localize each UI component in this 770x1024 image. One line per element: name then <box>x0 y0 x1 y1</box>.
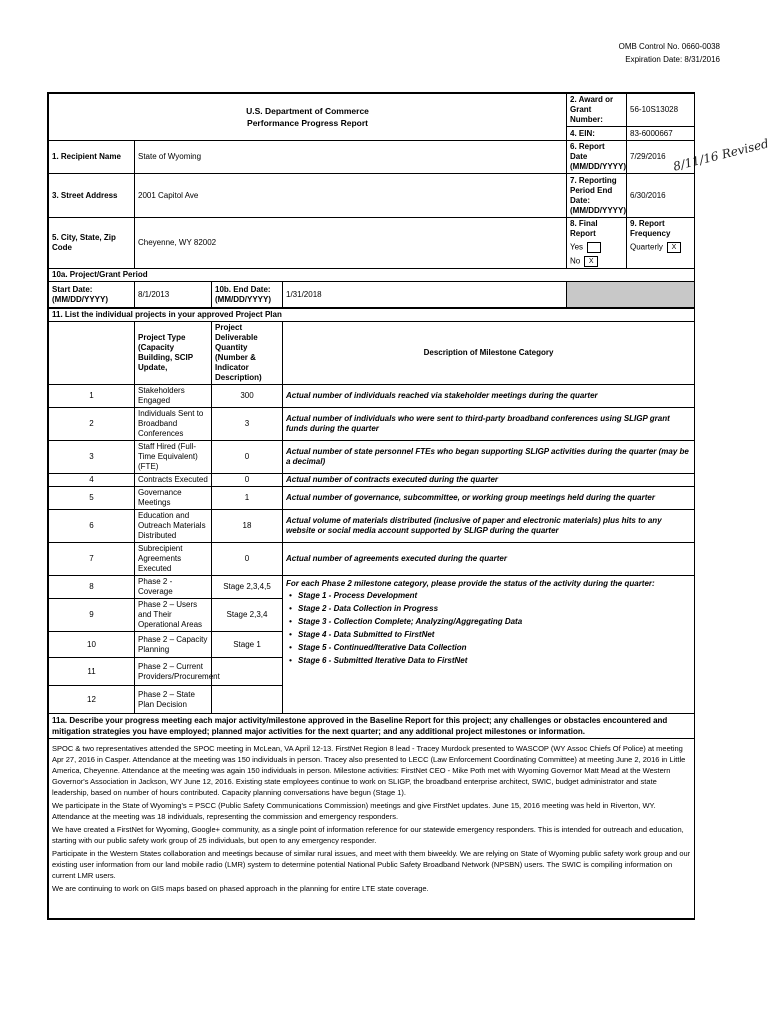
narrative-paragraph: SPOC & two representatives attended the SPOC meeting in McLean, VA April 12-13. FirstNet Region 8 lead - Tracey Murdock presented to WASCOP (WY Assoc Chiefs Of Police) at meeting Apr 27, 2016 in Casper. Attendance at the meeting was 150 individuals in person. Tracey also presented to LECC (Law Enforcement Coordinating Committee) at meeting June 2, 2016 in Little America, Cheyenne. Attendance at the meeting was again 150 individuals in person. Milestone activities: FirstNet CEO - Mike Poth met with Wyoming Governor Matt Mead at the Western Governor's Association in Jackson, WY June 12, 2016. Existing state employees continue to work on SLIGP, the broadband enterprise architect, SWIC, budget administrator and state leadership, based on number of hours contributed. Capacity planning conversations have begun (Stage 1). <box>52 744 686 797</box>
project-number: 1 <box>49 385 135 408</box>
narrative-paragraph: Participate in the Western States collaboration and meetings because of similar rural issues, and meet with them biweekly. We are relying on State of Wyoming public safety work group and our existing user information from our land mobile radio (LMR) system to determine potential National Public Safety Broadband Network (NPSBN) users. The SWIC is compiling information on current LMR users. <box>52 849 691 880</box>
final-report-no-label: No <box>570 256 581 266</box>
milestone-description: Actual number of state personnel FTEs who began supporting SLIGP activities during the quarter (may be a decimal) <box>283 441 695 474</box>
milestone-description: Actual number of agreements executed during the quarter <box>283 543 695 576</box>
recipient-name-label: 1. Recipient Name <box>49 141 135 174</box>
narrative-paragraph: We have created a FirstNet for Wyoming, Google+ community, as a single point of information reference for our statewide emergency responders. This is intended for outreach and education, starting with our public safety work group of 25 individuals, but open to any emergency responder. <box>52 825 684 845</box>
recipient-name-value: State of Wyoming <box>135 141 567 174</box>
award-number-label: 2. Award or Grant Number: <box>567 94 627 127</box>
ein-label: 4. EIN: <box>567 127 627 141</box>
project-number: 8 <box>49 576 135 599</box>
report-frequency-checkbox[interactable]: X <box>667 242 681 253</box>
project-number: 7 <box>49 543 135 576</box>
final-report-label: 8. Final Report <box>570 219 598 238</box>
project-number: 10 <box>49 632 135 658</box>
table-row <box>49 576 695 599</box>
report-frequency-cell <box>627 218 695 269</box>
stage-item: • Stage 5 - Continued/Iterative Data Collection <box>298 641 691 654</box>
progress-narrative <box>49 739 695 919</box>
project-period-label: 10a. Project/Grant Period <box>49 269 695 282</box>
report-title-cell <box>49 94 567 141</box>
city-state-zip-value: Cheyenne, WY 82002 <box>135 218 567 269</box>
project-type: Phase 2 - Coverage <box>135 576 212 599</box>
start-date-value: 8/1/2013 <box>135 282 212 308</box>
report-frequency-label: 9. Report Frequency <box>630 219 671 238</box>
report-title: Performance Progress Report <box>247 118 368 128</box>
table-row <box>49 543 695 576</box>
ein-value: 83-6000667 <box>627 127 695 141</box>
project-quantity-header: Project Deliverable Quantity (Number & Indicator Description) <box>212 322 283 385</box>
project-type: Governance Meetings <box>135 487 212 510</box>
reporting-period-label: 7. Reporting Period End Date: (MM/DD/YYYY) <box>567 174 627 218</box>
project-number: 3 <box>49 441 135 474</box>
project-type: Education and Outreach Materials Distributed <box>135 510 212 543</box>
project-quantity: 1 <box>212 487 283 510</box>
final-report-cell <box>567 218 627 269</box>
end-date-value: 1/31/2018 <box>283 282 567 308</box>
performance-progress-report-form <box>47 92 695 920</box>
project-quantity <box>212 686 283 714</box>
table-row <box>49 474 695 487</box>
project-quantity: 0 <box>212 474 283 487</box>
project-number: 9 <box>49 599 135 632</box>
projects-list-label: 11. List the individual projects in your approved Project Plan <box>49 309 695 322</box>
report-date-label: 6. Report Date (MM/DD/YYYY) <box>567 141 627 174</box>
milestone-description: Actual number of contracts executed during the quarter <box>283 474 695 487</box>
projects-table <box>48 308 695 919</box>
narrative-paragraph: We participate in the State of Wyoming's = PSCC (Public Safety Communications Commission) meetings and give FirstNet updates. June 15, 2016 meeting was held in Riverton, WY. Attendance at the meeting was 18 individuals, representing the commission and emergency responders. <box>52 801 656 821</box>
handwritten-annotation: 8/11/16 Revised <box>671 136 770 174</box>
omb-control-number: OMB Control No. 0660-0038 <box>618 42 720 51</box>
final-report-yes-label: Yes <box>570 242 584 252</box>
project-number: 11 <box>49 658 135 686</box>
project-number: 2 <box>49 408 135 441</box>
city-state-zip-label: 5. City, State, Zip Code <box>49 218 135 269</box>
project-number: 4 <box>49 474 135 487</box>
project-type: Stakeholders Engaged <box>135 385 212 408</box>
report-frequency-value: Quarterly <box>630 242 663 252</box>
milestone-description: Actual volume of materials distributed (inclusive of paper and electronic materials) plus hits to any website or social media account supported by SLIGP during the quarter <box>283 510 695 543</box>
phase2-intro: For each Phase 2 milestone category, please provide the status of the activity during the quarter: <box>286 579 655 588</box>
header-table <box>48 93 695 308</box>
table-row <box>49 385 695 408</box>
project-quantity: 300 <box>212 385 283 408</box>
street-address-value: 2001 Capitol Ave <box>135 174 567 218</box>
milestone-description: Actual number of governance, subcommittee, or working group meetings held during the quarter <box>283 487 695 510</box>
project-quantity: Stage 2,3,4,5 <box>212 576 283 599</box>
milestone-description: Actual number of individuals reached via stakeholder meetings during the quarter <box>283 385 695 408</box>
project-number-header <box>49 322 135 385</box>
stage-item: • Stage 4 - Data Submitted to FirstNet <box>298 628 691 641</box>
project-quantity: Stage 1 <box>212 632 283 658</box>
progress-prompt: 11a. Describe your progress meeting each major activity/milestone approved in the Baseline Report for this project; any challenges or obstacles encountered and mitigation strategies you have employed; planned major activities for the next quarter; and any additional project milestones or information. <box>49 714 695 739</box>
omb-control-block <box>619 40 720 66</box>
narrative-paragraph: We are continuing to work on GIS maps based on phased approach in the planning for entire LTE state coverage. <box>52 884 429 893</box>
project-quantity: 0 <box>212 543 283 576</box>
project-type: Individuals Sent to Broadband Conferences <box>135 408 212 441</box>
end-date-label: 10b. End Date: (MM/DD/YYYY) <box>212 282 283 308</box>
table-row <box>49 510 695 543</box>
project-type: Phase 2 – State Plan Decision <box>135 686 212 714</box>
table-row <box>49 441 695 474</box>
milestone-description: Actual number of individuals who were sent to third-party broadband conferences using SLIGP grant funds during the quarter <box>283 408 695 441</box>
phase2-milestone-description <box>283 576 695 714</box>
project-quantity: 0 <box>212 441 283 474</box>
reporting-period-value: 6/30/2016 <box>627 174 695 218</box>
project-type-header: Project Type (Capacity Building, SCIP Update, <box>135 322 212 385</box>
table-row <box>49 408 695 441</box>
stage-item: • Stage 3 - Collection Complete; Analyzing/Aggregating Data <box>298 615 691 628</box>
street-address-label: 3. Street Address <box>49 174 135 218</box>
department-name: U.S. Department of Commerce <box>246 106 369 116</box>
award-number-value: 56-10S13028 <box>627 94 695 127</box>
milestone-description-header: Description of Milestone Category <box>283 322 695 385</box>
project-number: 6 <box>49 510 135 543</box>
project-type: Staff Hired (Full-Time Equivalent)(FTE) <box>135 441 212 474</box>
project-type: Subrecipient Agreements Executed <box>135 543 212 576</box>
project-quantity: Stage 2,3,4 <box>212 599 283 632</box>
final-report-yes-checkbox[interactable] <box>587 242 601 253</box>
project-quantity: 3 <box>212 408 283 441</box>
project-number: 12 <box>49 686 135 714</box>
shaded-cell <box>567 282 695 308</box>
omb-expiration-date: Expiration Date: 8/31/2016 <box>625 55 720 64</box>
project-type: Contracts Executed <box>135 474 212 487</box>
project-type: Phase 2 – Capacity Planning <box>135 632 212 658</box>
report-date-value: 7/29/2016 <box>627 141 695 174</box>
final-report-no-checkbox[interactable]: X <box>584 256 598 267</box>
project-quantity: 18 <box>212 510 283 543</box>
stage-list <box>286 589 691 667</box>
stage-item: • Stage 2 - Data Collection in Progress <box>298 602 691 615</box>
stage-item: • Stage 6 - Submitted Iterative Data to FirstNet <box>298 654 691 667</box>
project-type: Phase 2 – Users and Their Operational Areas <box>135 599 212 632</box>
stage-item: • Stage 1 - Process Development <box>298 589 691 602</box>
project-number: 5 <box>49 487 135 510</box>
project-quantity <box>212 658 283 686</box>
table-row <box>49 487 695 510</box>
start-date-label: Start Date: (MM/DD/YYYY) <box>49 282 135 308</box>
project-type: Phase 2 – Current Providers/Procurement <box>135 658 212 686</box>
